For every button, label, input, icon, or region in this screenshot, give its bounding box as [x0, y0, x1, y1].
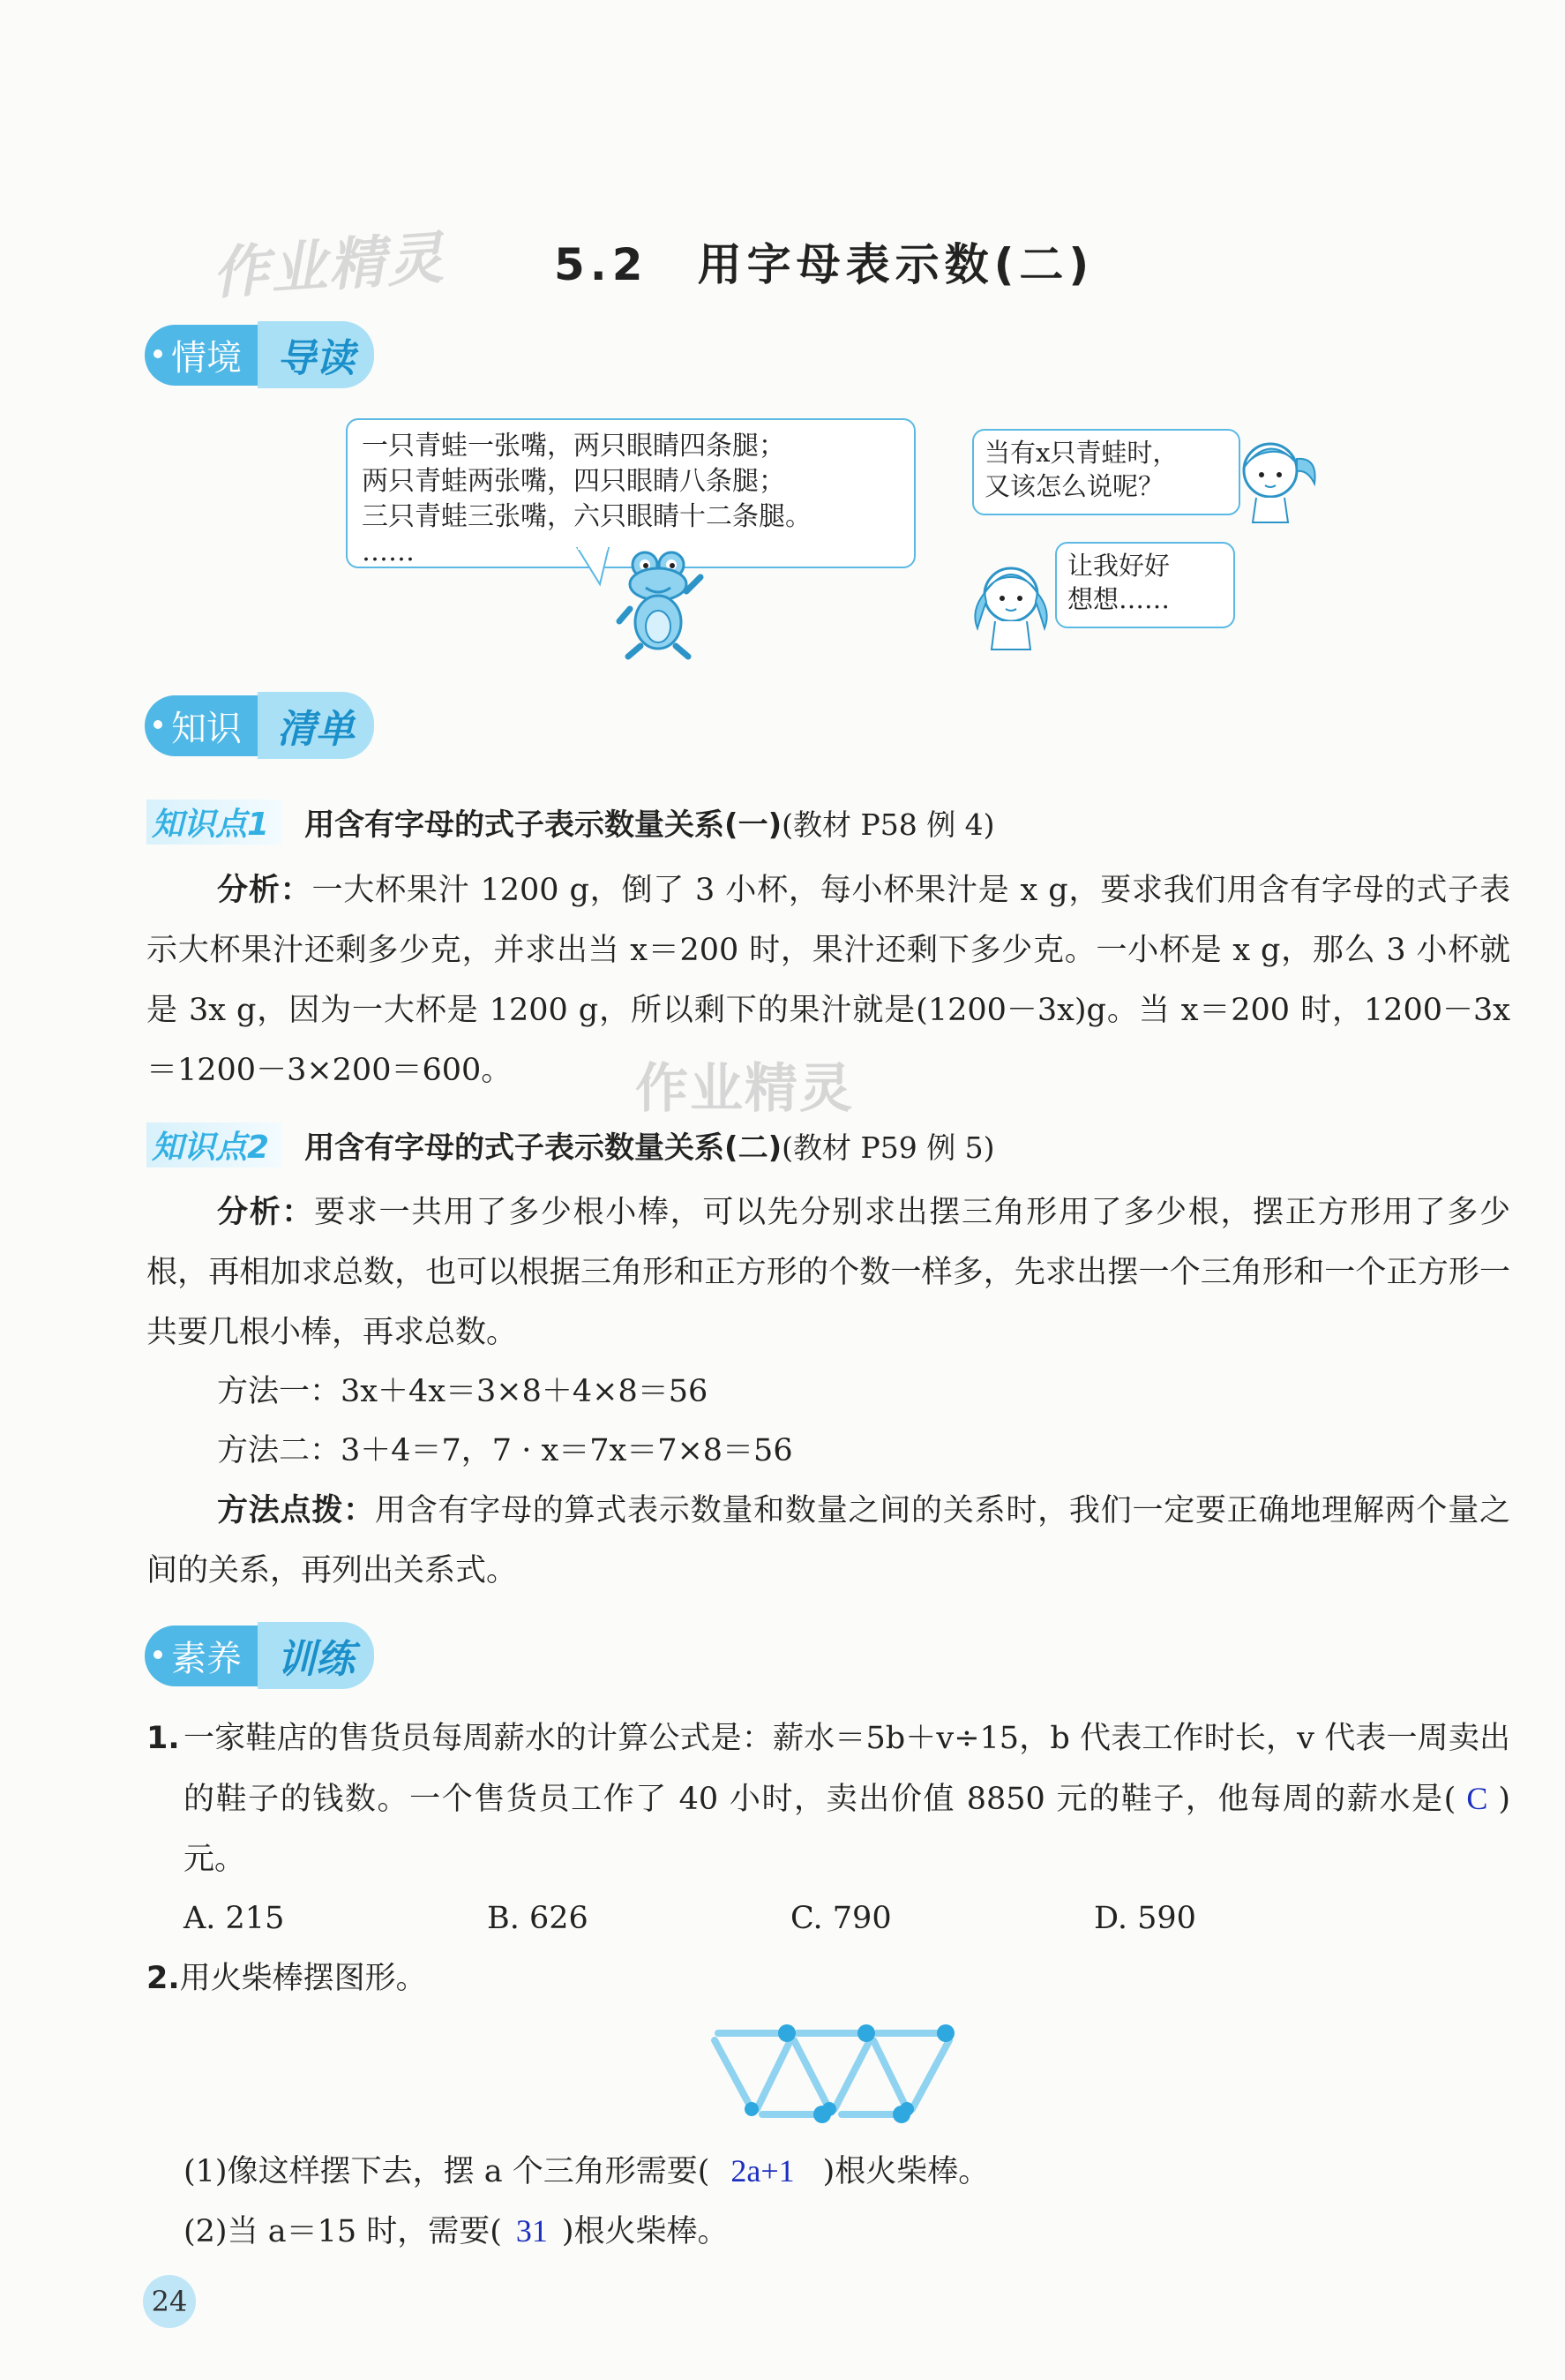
frog-illustration	[605, 547, 711, 662]
girl-thinking-illustration	[967, 558, 1055, 655]
section-label-2: 训练	[258, 1622, 374, 1689]
q2-part1-tail: )根火柴棒。	[822, 2154, 990, 2189]
option-a: A. 215	[183, 1901, 285, 1936]
option-b: B. 626	[487, 1901, 588, 1936]
bubble-line: 三只青蛙三张嘴，六只眼睛十二条腿。	[362, 501, 812, 532]
kp1-title: 用含有字母的式子表示数量关系(一)	[304, 807, 782, 843]
question-2-text: 用火柴棒摆图形。	[179, 1961, 427, 1996]
kp1-source: (教材 P58 例 4)	[782, 807, 995, 842]
kp1-heading	[146, 800, 995, 845]
section-header-scenario	[145, 323, 374, 387]
kp2-title: 用含有字母的式子表示数量关系(二)	[304, 1130, 782, 1166]
section-header-practice	[145, 1624, 374, 1687]
option-c: C. 790	[790, 1901, 892, 1936]
question-1-options	[183, 1888, 1419, 1948]
kp2-method-1: 方法一：3x＋4x＝3×8＋4×8＝56	[217, 1374, 708, 1409]
girl-speech-bubble	[972, 429, 1240, 515]
section-label-2: 导读	[258, 321, 374, 388]
q2-part2-prompt: (2)当 a＝15 时，需要(	[183, 2214, 502, 2249]
matchstick-triangles-figure	[706, 2021, 979, 2127]
question-1-number: 1.	[146, 1721, 180, 1756]
kp2-heading	[146, 1122, 995, 1167]
bubble-line: 两只青蛙两张嘴，四只眼睛八条腿；	[362, 466, 785, 497]
page-number: 24	[143, 2275, 196, 2328]
kp2-tag: 知识点2	[146, 1122, 281, 1167]
watermark: 作业精灵	[210, 225, 447, 308]
section-header-knowledge	[145, 694, 374, 757]
girl-illustration	[1226, 431, 1323, 528]
girl-thinking-bubble	[1055, 542, 1235, 628]
kp1-analysis-lead: 分析：	[217, 873, 312, 908]
question-1-tail: )元。	[183, 1782, 1510, 1877]
bubble-line: 让我好好	[1067, 551, 1171, 581]
bubble-line: 当有x只青蛙时，	[985, 438, 1179, 468]
kp2-analysis	[146, 1182, 1510, 1363]
option-d: D. 590	[1094, 1901, 1196, 1936]
section-label-1: 情境	[145, 325, 258, 386]
kp1-analysis-text: 一大杯果汁 1200 g，倒了 3 小杯，每小杯果汁是 x g，要求我们用含有字母的式子表示大杯果汁还剩多少克，并求出当 x＝200 时，果汁还剩下多少克。一小杯是 x g，那么 3 小杯就是 3x g，因为一大杯是 1200 g，所以剩下的果汁就是(1200－3x)g。当 x＝200 时，1200－3x＝1200－3×200＝600。	[146, 873, 1510, 1088]
kp2-source: (教材 P59 例 5)	[782, 1130, 995, 1165]
bubble-line: 想想……	[1067, 584, 1171, 614]
question-2-part-1	[183, 2141, 989, 2202]
kp2-tip	[146, 1481, 1510, 1601]
bubble-line: ……	[362, 537, 415, 567]
kp2-analysis-text: 要求一共用了多少根小棒，可以先分别求出摆三角形用了多少根，摆正方形用了多少根，再相加求总数，也可以根据三角形和正方形的个数一样多，先求出摆一个三角形和一个正方形一共要几根小棒，再求总数。	[146, 1195, 1510, 1350]
q2-part2-answer: 31	[515, 2213, 548, 2249]
question-2-part-2	[183, 2201, 729, 2262]
kp1-tag: 知识点1	[146, 800, 281, 845]
page-title: 5.2 用字母表示数(二)	[554, 239, 1095, 290]
bubble-line: 一只青蛙一张嘴，两只眼睛四条腿；	[362, 431, 785, 462]
q2-part2-tail: )根火柴棒。	[561, 2214, 729, 2249]
section-label-1: 素养	[145, 1625, 258, 1686]
kp2-tip-lead: 方法点拨：	[217, 1493, 375, 1528]
frog-speech-bubble	[346, 418, 916, 568]
watermark: 作业精灵	[635, 1058, 854, 1120]
question-1-answer: C	[1466, 1781, 1488, 1816]
bubble-line: 又该怎么说呢？	[985, 471, 1164, 501]
question-1	[146, 1708, 1510, 1889]
question-2-number: 2.	[146, 1961, 180, 1996]
q2-part1-answer: 2a+1	[730, 2153, 795, 2189]
section-label-1: 知识	[145, 695, 258, 756]
question-1-text: 一家鞋店的售货员每周薪水的计算公式是：薪水＝5b＋v÷15，b 代表工作时长，v 代表一周卖出的鞋子的钱数。一个售货员工作了 40 小时，卖出价值 8850 元的鞋子，他每周的薪水是(	[183, 1721, 1510, 1817]
kp2-tip-text: 用含有字母的算式表示数量和数量之间的关系时，我们一定要正确地理解两个量之间的关系，再列出关系式。	[146, 1493, 1510, 1588]
section-label-2: 清单	[258, 692, 374, 759]
question-2	[146, 1948, 427, 2008]
q2-part1-prompt: (1)像这样摆下去，摆 a 个三角形需要(	[183, 2154, 710, 2189]
kp2-method-2: 方法二：3＋4＝7，7 · x＝7x＝7×8＝56	[217, 1433, 793, 1468]
kp2-analysis-lead: 分析：	[217, 1195, 315, 1230]
